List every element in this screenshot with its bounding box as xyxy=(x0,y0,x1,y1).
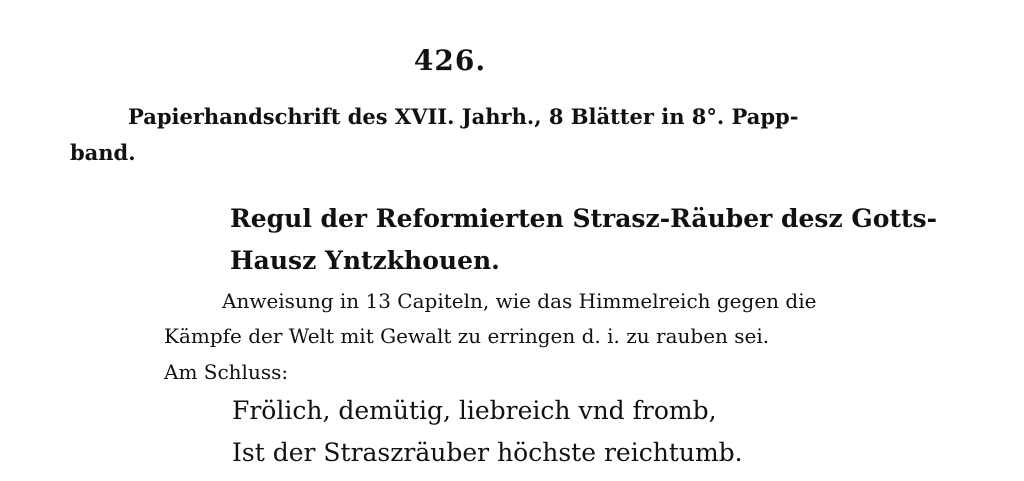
manuscript-description-line-2: band. xyxy=(70,140,136,165)
verse-line-1: Frölich, demütig, liebreich vnd fromb, xyxy=(232,396,717,425)
manuscript-description-line-1: Papierhandschrift des XVII. Jahrh., 8 Blätter in 8°. Papp- xyxy=(128,104,799,129)
verse-line-2: Ist der Straszräuber höchste reichtumb. xyxy=(232,438,743,467)
content-line-1: Anweisung in 13 Capiteln, wie das Himmelreich gegen die xyxy=(222,289,817,313)
closing-label: Am Schluss: xyxy=(164,360,289,384)
page-number: 426. xyxy=(413,44,487,77)
title-line-2: Hausz Yntzkhouen. xyxy=(230,246,500,275)
title-line-1: Regul der Reformierten Strasz-Räuber desz Gotts- xyxy=(230,204,937,233)
content-line-2: Kämpfe der Welt mit Gewalt zu erringen d. i. zu rauben sei. xyxy=(164,324,770,348)
